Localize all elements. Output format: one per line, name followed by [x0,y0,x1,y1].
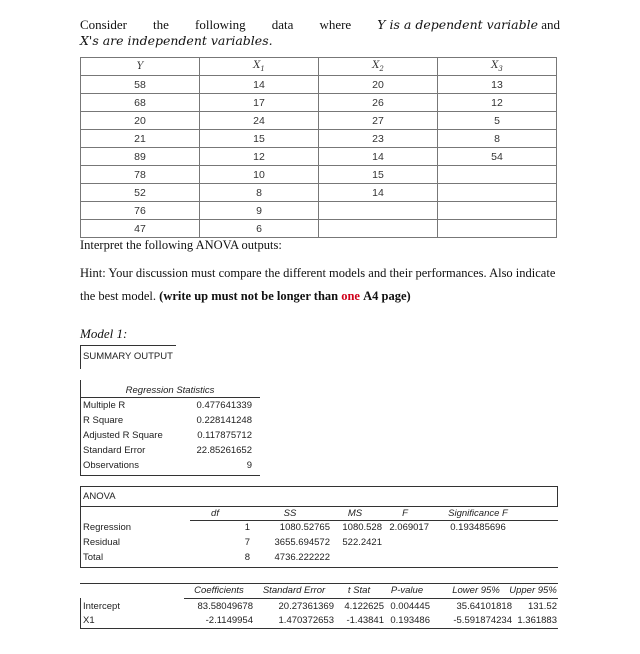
model-title: Model 1: [80,326,128,341]
anova-row-f: 2.069017 [389,522,429,533]
coef-row-upper: 131.52 [527,601,557,612]
hint-bold-a: (write up must not be longer than [159,289,339,303]
data-table-cell: 21 [81,130,200,148]
anova-header-ss: SS [283,508,297,519]
anova-header-sig: Significance F [448,508,508,519]
coef-row-lower: -5.591874234 [453,615,512,626]
anova-row-ss: 3655.694572 [274,537,330,548]
data-table-cell: 47 [81,220,200,238]
data-table-cell: 15 [200,130,319,148]
reg-stat-label: Observations [83,460,139,471]
data-table-cell: 24 [200,112,319,130]
coef-header-tstat: t Stat [347,585,371,596]
coef-row-t: -1.43841 [346,615,384,626]
data-table-cell: 8 [200,184,319,202]
data-table-cell: 68 [81,94,200,112]
coef-header-coefficients: Coefficients [194,585,244,596]
anova-row-df: 1 [244,522,250,533]
coef-row-p: 0.004445 [390,601,430,612]
reg-stat-value: 9 [246,460,252,471]
coef-row-upper: 1.361883 [517,615,557,626]
coef-row-coef: 83.58049678 [197,601,253,612]
data-table-cell: 12 [200,148,319,166]
data-table-cell: 14 [319,184,438,202]
coef-row-t: 4.122625 [344,601,384,612]
anova-row-sig: 0.193485696 [450,522,506,533]
data-table-cell: 23 [319,130,438,148]
data-table-cell: 10 [200,166,319,184]
intro-math-y: Y is a dependent variable [377,17,538,32]
intro-word: the [153,17,169,32]
data-table-cell: 20 [319,76,438,94]
reg-stat-value: 0.228141248 [196,415,252,426]
intro-word: following [195,17,246,32]
anova-row-label: Total [83,552,104,563]
anova-row-df: 8 [244,552,250,563]
intro-and: and [541,17,560,32]
coef-header-lower: Lower 95% [452,585,500,596]
coef-row-coef: -2.1149954 [205,615,253,626]
interpret-instruction: Interpret the following ANOVA outputs: [80,238,282,252]
data-table-cell: 52 [81,184,200,202]
anova-row-ms: 1080.528 [342,522,382,533]
hint-text: Hint: Your discussion must compare the different models and their performances. Also indicate the best model. [80,266,556,303]
data-table-cell: 5 [438,112,557,130]
anova-row-ss: 1080.52765 [279,522,330,533]
data-table-cell: 15 [319,166,438,184]
header-y: Y [81,58,200,76]
data-table-cell: 8 [438,130,557,148]
coef-row-se: 1.470372653 [278,615,334,626]
anova-header-ms: MS [347,508,363,519]
coef-row-se: 20.27361369 [278,601,334,612]
reg-stats-header: Regression Statistics [125,385,215,396]
coef-row-label: X1 [83,615,95,626]
reg-stat-label: Multiple R [83,400,126,411]
intro-word: where [319,17,352,32]
header-x3: $X_3$ [438,58,557,76]
data-table-cell: 76 [81,202,200,220]
reg-stat-label: R Square [83,415,124,426]
reg-stat-value: 0.117875712 [197,430,252,441]
data-table-cell: 17 [200,94,319,112]
data-table-cell: 27 [319,112,438,130]
anova-title: ANOVA [83,491,116,502]
reg-stat-label: Adjusted R Square [83,430,163,441]
reg-stat-label: Standard Error [83,445,146,456]
hint-bold-b: A4 page) [363,289,411,303]
anova-header-df: df [211,508,219,519]
data-table-cell: 58 [81,76,200,94]
anova-row-label: Regression [83,522,132,533]
intro-word: data [271,17,294,32]
coef-header-upper: Upper 95% [509,585,557,596]
data-table-cell: 20 [81,112,200,130]
coef-row-label: Intercept [83,601,120,612]
intro-word: Consider [80,17,127,32]
coef-header-se: Standard Error [262,585,326,596]
reg-stat-value: 22.85261652 [196,445,252,456]
data-table-cell: 6 [200,220,319,238]
summary-title: SUMMARY OUTPUT [83,351,173,362]
data-table-cell: 26 [319,94,438,112]
anova-row-label: Residual [83,537,120,548]
anova-row-ss: 4736.222222 [274,552,330,563]
reg-stat-value: 0.477641339 [196,400,252,411]
coef-header-pvalue: P-value [390,585,424,596]
anova-row-df: 7 [244,537,250,548]
data-table-cell: 14 [319,148,438,166]
data-table-cell: 13 [438,76,557,94]
intro-line2: X's are independent variables. [80,33,273,48]
data-table-cell: 9 [200,202,319,220]
header-x2: $X_2$ [319,58,438,76]
data-table-cell: 89 [81,148,200,166]
data-table-cell: 54 [438,148,557,166]
data-table-cell: 78 [81,166,200,184]
anova-row-ms: 522.2421 [342,537,382,548]
header-x1: $X_1$ [200,58,319,76]
coef-row-lower: 35.64101818 [456,601,512,612]
data-table-cell: 12 [438,94,557,112]
hint-bold-red: one [341,289,360,303]
anova-header-f: F [402,508,408,519]
data-table-cell: 14 [200,76,319,94]
coef-row-p: 0.193486 [390,615,430,626]
